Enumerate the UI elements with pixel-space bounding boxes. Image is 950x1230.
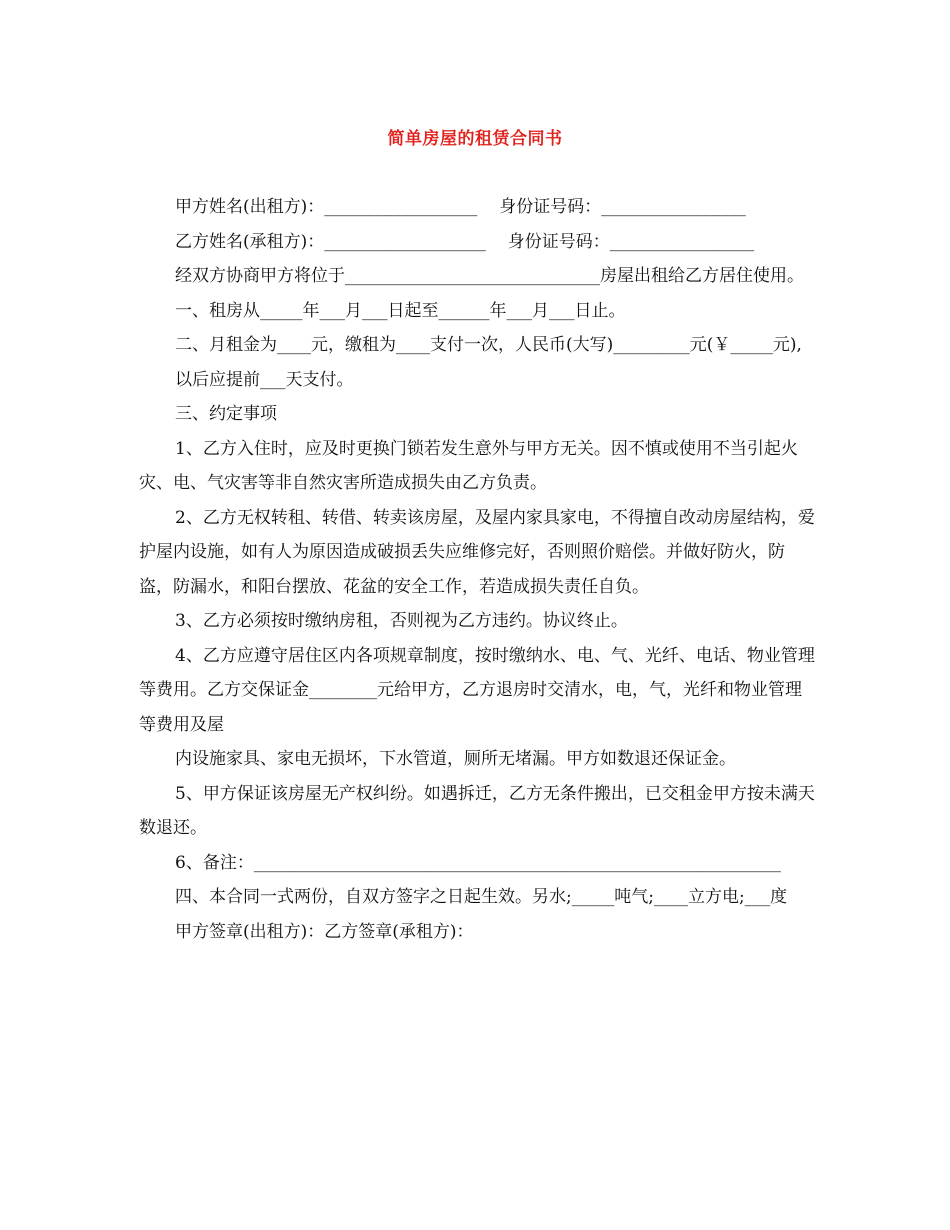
party-b-id-label: 身份证号码： (507, 231, 610, 252)
party-a-id-label: 身份证号码： (499, 197, 602, 217)
party-a-name-label: 甲方姓名(出租方)： (175, 197, 325, 217)
lease-term-clause: 一、租房从_____年___月___日起至______年___月___日止。 (175, 300, 626, 321)
effective-clause: 四、本合同一式两份，自双方签字之日起生效。另水;_____吨气;____立方电;___度 (175, 887, 788, 907)
term-1: 1、乙方入住时，应及时更换门锁若发生意外与甲方无关。因不慎或使用不当引起火灾、电、气灾害等非自然灾害所造成损失由乙方负责。 (139, 438, 798, 493)
term-5: 5、甲方保证该房屋无产权纠纷。如遇拆迁，乙方无条件搬出，已交租金甲方按未满天数退还。 (139, 783, 815, 838)
term-4: 4、乙方应遵守居住区内各项规章制度，按时缴纳水、电、气、光纤、电话、物业管理等费用。乙方交保证金________元给甲方，乙方退房时交清水，电，气，光纤和物业管理等费用及屋 (139, 645, 815, 735)
party-b-id-blank: _________________ (609, 231, 755, 252)
document-title: 简单房屋的租赁合同书 (387, 129, 563, 149)
contract-body (139, 190, 815, 949)
party-b-name-label: 乙方姓名(承租方)： (175, 231, 325, 252)
advance-payment-clause: 以后应提前___天支付。 (175, 369, 354, 390)
party-a-name-blank: __________________ (324, 197, 478, 217)
party-b-name-blank: ___________________ (324, 231, 486, 252)
term-3: 3、乙方必须按时缴纳房租，否则视为乙方违约。协议终止。 (175, 611, 628, 631)
party-b-row (139, 225, 815, 260)
agreed-terms-heading: 三、约定事项 (175, 404, 277, 424)
rent-clause: 二、月租金为____元，缴租为____支付一次，人民币(大写)_________元(￥_____元), (175, 335, 802, 355)
party-a-id-blank: _________________ (601, 197, 746, 217)
term-4-continued: 内设施家具、家电无损坏，下水管道，厕所无堵漏。甲方如数退还保证金。 (175, 749, 736, 769)
signature-line: 甲方签章(出租方)：乙方签章(承租方)： (175, 921, 474, 942)
party-a-row (139, 190, 815, 225)
term-6-remarks: 6、备注：______________________________________________________________ (175, 852, 781, 873)
term-2: 2、乙方无权转租、转借、转卖该房屋，及屋内家具家电，不得擅自改动房屋结构，爱护屋内设施，如有人为原因造成破损丢失应维修完好，否则照价赔偿。并做好防火，防盗，防漏水，和阳台摆放、花盆的安全工作，若造成损失责任自负。 (139, 507, 815, 597)
premises-clause: 经双方协商甲方将位于______________________________房屋出租给乙方居住使用。 (175, 266, 804, 286)
